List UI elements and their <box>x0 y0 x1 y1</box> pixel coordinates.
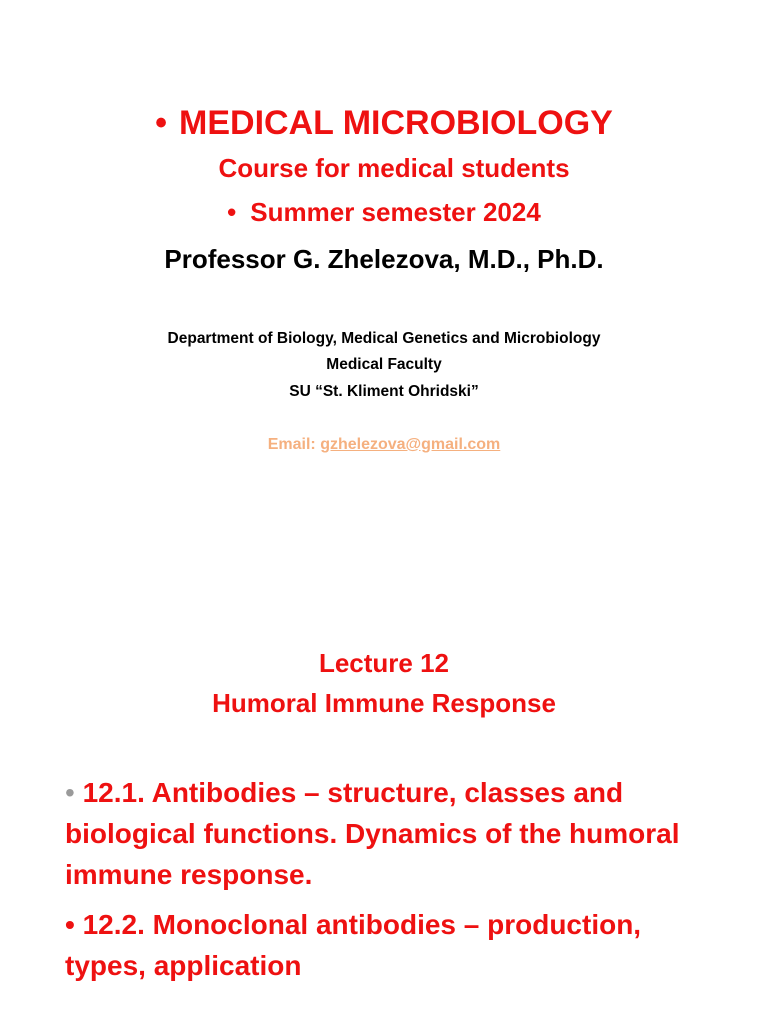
department-line: Department of Biology, Medical Genetics and Microbiology <box>167 330 601 347</box>
course-title-text: MEDICAL MICROBIOLOGY <box>179 104 613 142</box>
topic-item <box>65 904 715 986</box>
email-line <box>0 436 768 454</box>
semester-line <box>0 197 768 228</box>
lecture-title: Humoral Immune Response <box>212 688 556 718</box>
university-line: SU “St. Kliment Ohridski” <box>289 383 479 400</box>
course-title <box>0 104 768 143</box>
email-link[interactable]: gzhelezova@gmail.com <box>320 436 501 453</box>
faculty-line: Medical Faculty <box>326 356 442 373</box>
topic-text: 12.2. Monoclonal antibodies – production, types, application <box>65 909 642 981</box>
semester-text: Summer semester 2024 <box>250 197 541 227</box>
bullet-icon: • <box>155 104 168 142</box>
topic-item <box>65 772 715 895</box>
bullet-icon: • <box>227 197 237 227</box>
bullet-icon: • <box>65 909 75 940</box>
email-label: Email: <box>267 436 321 453</box>
topic-text: 12.1. Antibodies – structure, classes and biological functions. Dynamics of the humoral immune response. <box>65 777 680 890</box>
course-subtitle: Course for medical students <box>218 153 570 183</box>
lecture-number: Lecture 12 <box>318 648 450 678</box>
professor-name: Professor G. Zhelezova, M.D., Ph.D. <box>164 244 604 274</box>
bullet-icon: • <box>65 777 75 808</box>
